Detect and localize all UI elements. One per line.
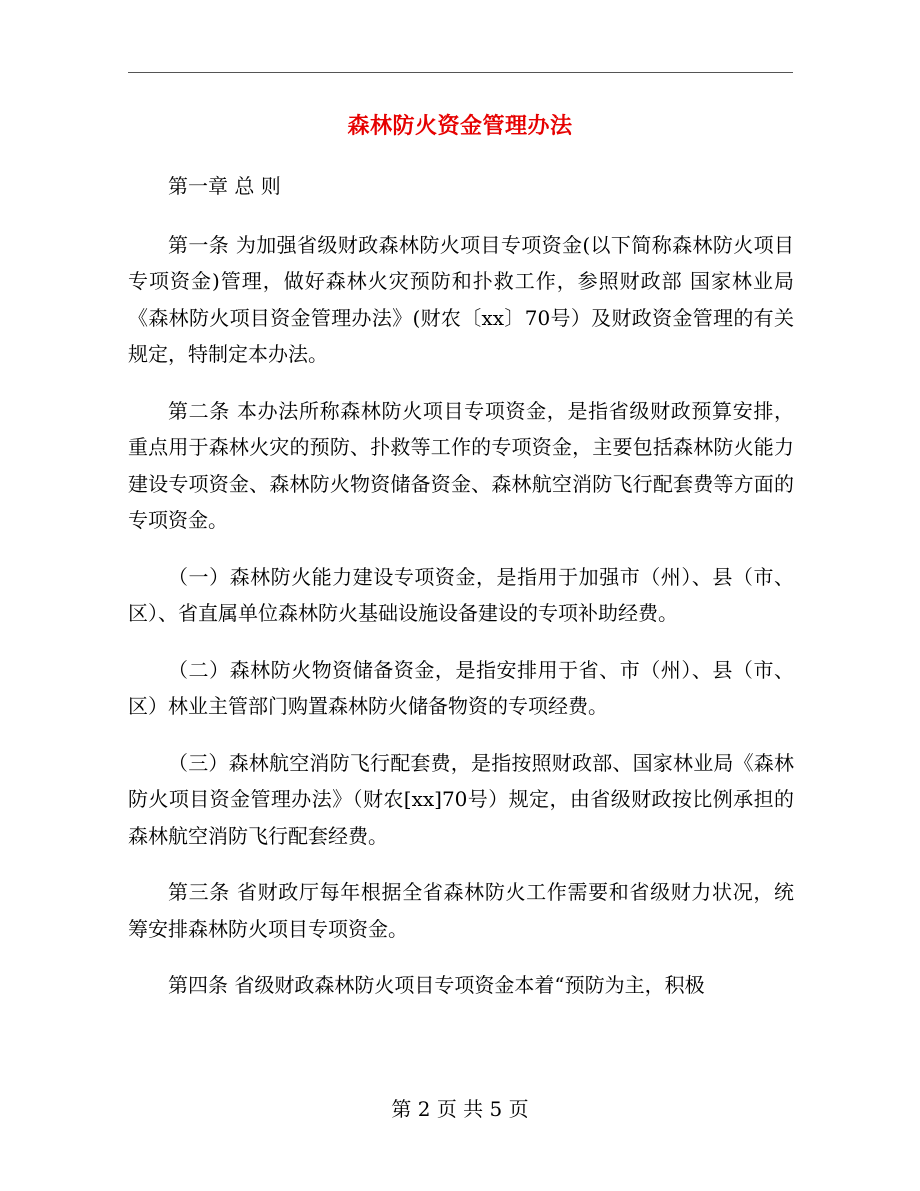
article-4: 第四条 省级财政森林防火项目专项资金本着“预防为主，积极 — [168, 973, 705, 997]
article-2: 第二条 本办法所称森林防火项目专项资金，是指省级财政预算安排，重点用于森林火灾的预防、扑救等工作的专项资金，主要包括森林防火能力建设专项资金、森林防火物资储备资金、森林航空消防飞行配套费等方面的专项资金。 — [128, 398, 794, 532]
article-3: 第三条 省财政厅每年根据全省森林防火工作需要和省级财力状况，统筹安排森林防火项目专项资金。 — [128, 880, 794, 941]
document-title: 森林防火资金管理办法 — [347, 113, 573, 139]
article-1: 第一条 为加强省级财政森林防火项目专项资金(以下简称森林防火项目专项资金)管理，做好森林火灾预防和扑救工作，参照财政部 国家林业局《森林防火项目资金管理办法》(财农〔xx〕70号）及财政资金管理的有关规定，特制定本办法。 — [128, 232, 794, 366]
article-2-item-2: （二）森林防火物资储备资金，是指安排用于省、市（州）、县（市、区）林业主管部门购置森林防火储备物资的专项经费。 — [128, 657, 794, 718]
article-2-item-3: （三）森林航空消防飞行配套费，是指按照财政部、国家林业局《森林防火项目资金管理办法》（财农[xx]70号）规定，由省级财政按比例承担的森林航空消防飞行配套经费。 — [128, 750, 794, 848]
document-body — [128, 168, 794, 1024]
header-rule — [128, 72, 793, 73]
article-2-item-1: （一）森林防火能力建设专项资金，是指用于加强市（州）、县（市、区）、省直属单位森林防火基础设施设备建设的专项补助经费。 — [128, 564, 794, 625]
page-footer: 第 2 页 共 5 页 — [391, 1097, 529, 1121]
chapter-heading: 第一章 总 则 — [168, 174, 281, 198]
